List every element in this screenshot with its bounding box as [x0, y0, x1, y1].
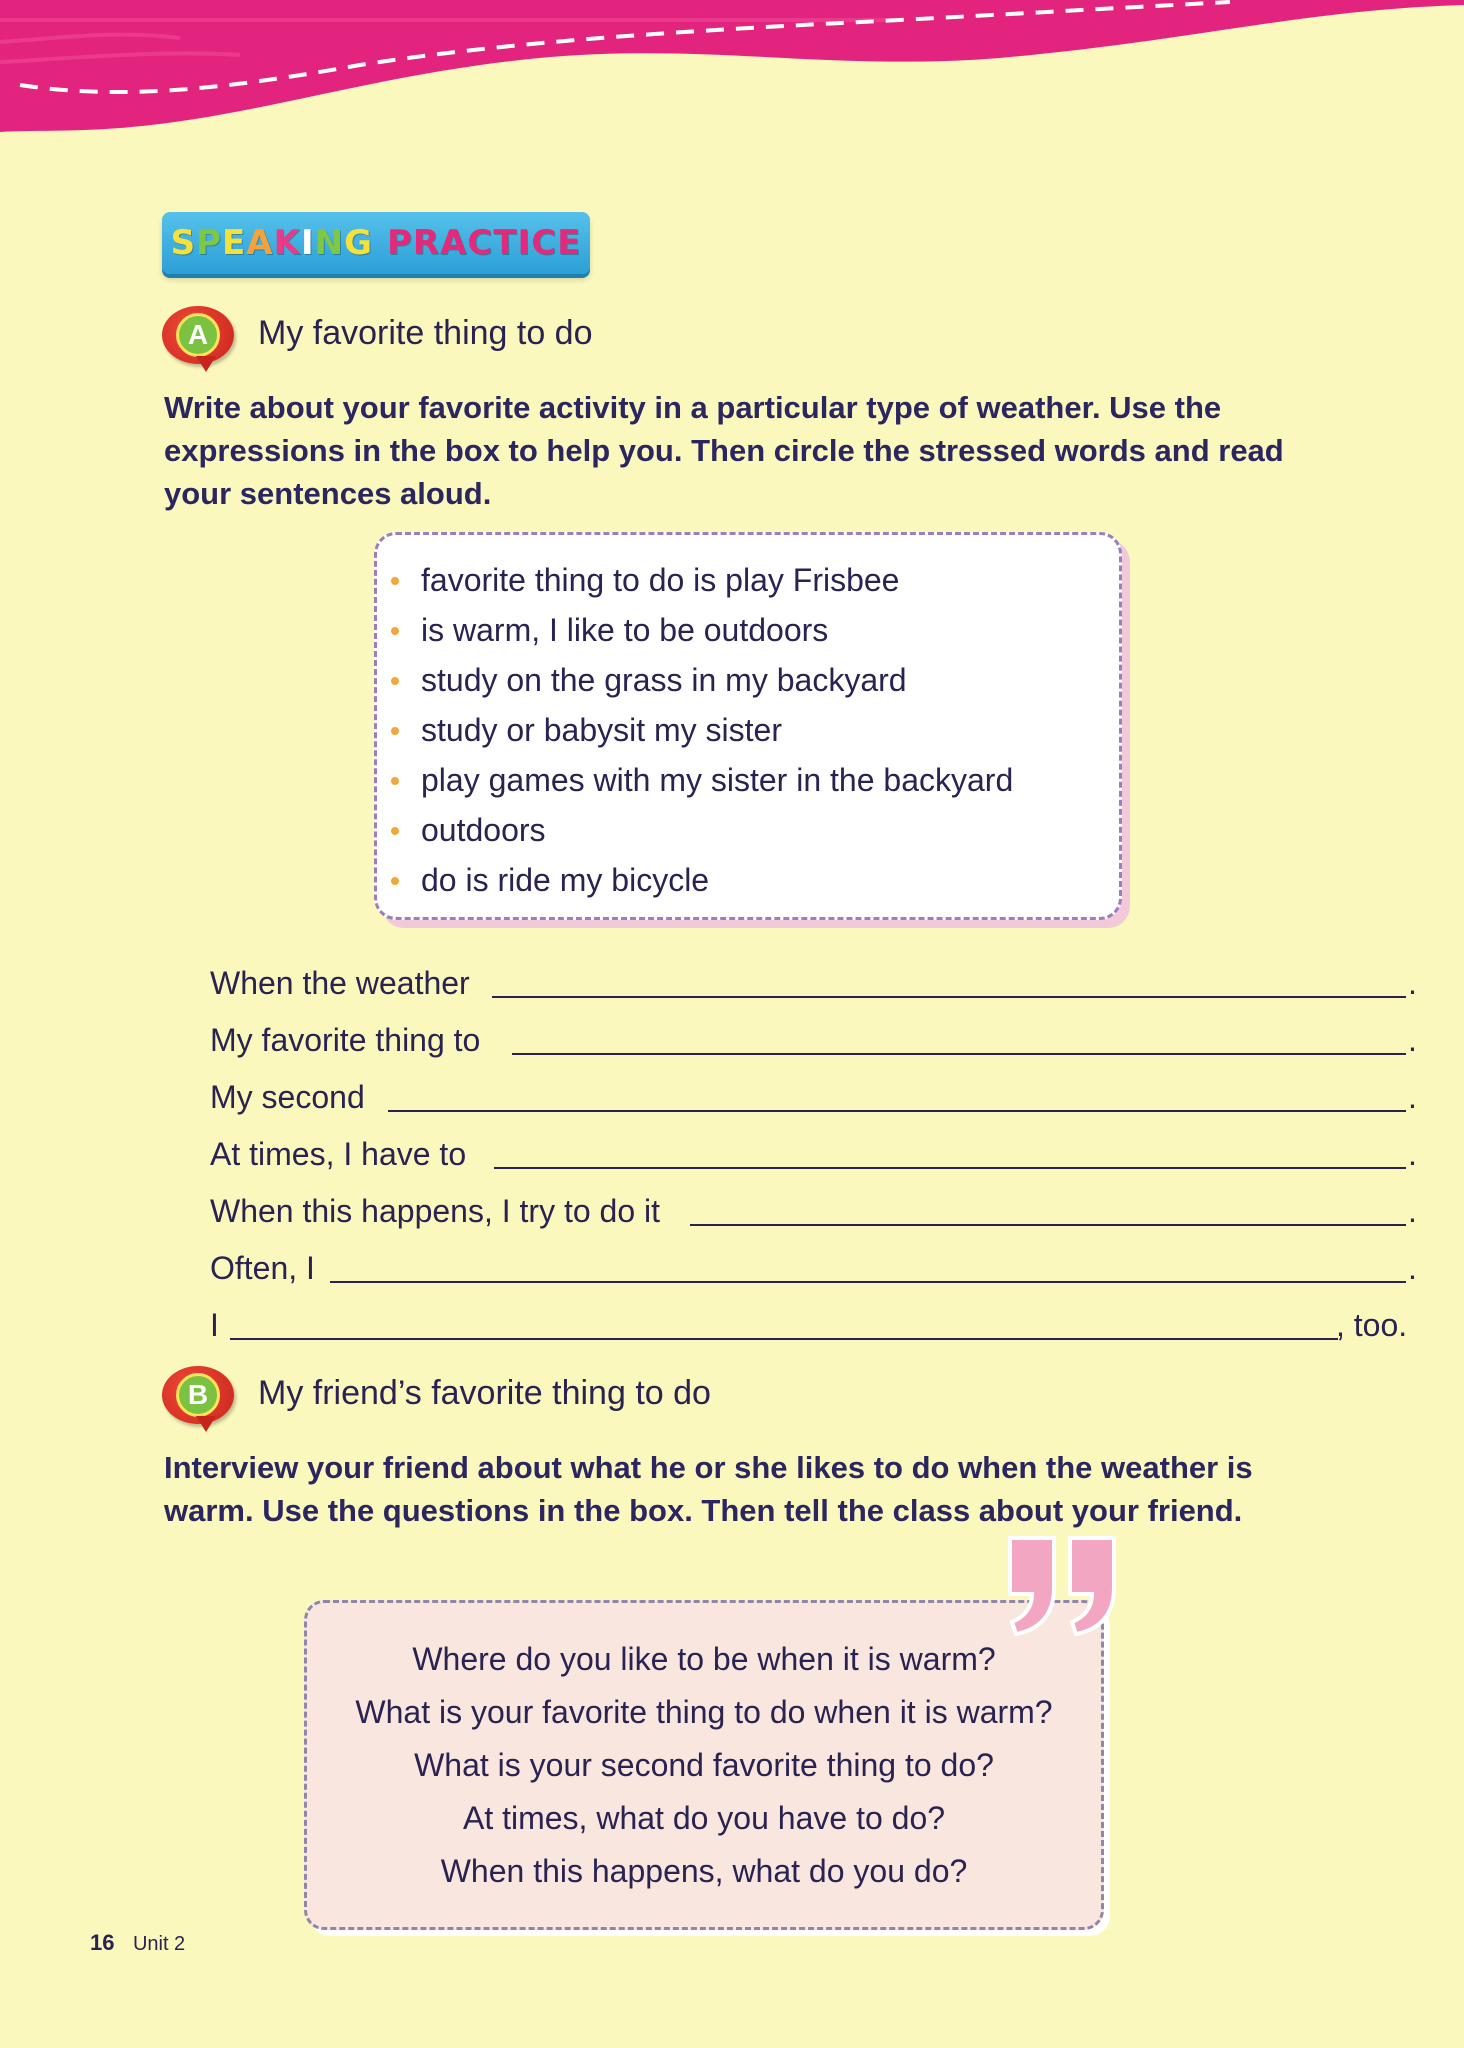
- header-letter: K: [273, 223, 301, 263]
- fill-line-label: I: [210, 1307, 219, 1343]
- quote-mark-icon: [1002, 1530, 1126, 1640]
- fill-line-end: , too.: [1336, 1307, 1408, 1343]
- speaking-practice-header: [162, 212, 590, 274]
- questions-box: [304, 1600, 1104, 1930]
- instruction-line: Interview your friend about what he or she likes to do when the weather is: [164, 1450, 1253, 1485]
- fill-line-1[interactable]: [210, 958, 1417, 1006]
- fill-line-end: .: [1408, 965, 1417, 1001]
- expression-item: study or babysit my sister: [421, 705, 1119, 755]
- answer-line[interactable]: [494, 1167, 1406, 1169]
- section-a-letter: A: [176, 313, 220, 357]
- unit-label: Unit 2: [132, 1933, 186, 1955]
- answer-line[interactable]: [388, 1110, 1406, 1112]
- page-number: 16: [90, 1930, 115, 1955]
- fill-line-3[interactable]: [210, 1072, 1417, 1120]
- header-letter: N: [314, 223, 345, 263]
- instruction-line: your sentences aloud.: [164, 476, 492, 511]
- answer-line[interactable]: [512, 1053, 1406, 1055]
- fill-line-end: .: [1408, 1136, 1417, 1172]
- fill-line-end: .: [1408, 1193, 1417, 1229]
- header-letter: P: [196, 223, 223, 263]
- page-footer: [90, 1930, 185, 1956]
- section-a-badge: [162, 306, 234, 364]
- fill-line-label: When the weather: [210, 965, 470, 1001]
- fill-line-label: Often, I: [210, 1250, 315, 1286]
- answer-line[interactable]: [230, 1338, 1338, 1340]
- fill-line-end: .: [1408, 1250, 1417, 1286]
- header-word-speaking: [171, 223, 373, 263]
- fill-line-4[interactable]: [210, 1129, 1417, 1177]
- expression-item: outdoors: [421, 805, 1119, 855]
- answer-line[interactable]: [690, 1224, 1406, 1226]
- expression-item: play games with my sister in the backyard: [421, 755, 1119, 805]
- instruction-line: expressions in the box to help you. Then circle the stressed words and read: [164, 433, 1284, 468]
- expression-item: do is ride my bicycle: [421, 855, 1119, 905]
- header-letter: A: [246, 223, 274, 263]
- section-b-title: My friend’s favorite thing to do: [258, 1374, 711, 1412]
- question-item: Where do you like to be when it is warm?: [412, 1641, 996, 1677]
- fill-line-label: At times, I have to: [210, 1136, 467, 1172]
- question-item: At times, what do you have to do?: [462, 1800, 946, 1836]
- question-item: What is your favorite thing to do when it is warm?: [355, 1694, 1053, 1730]
- answer-line[interactable]: [492, 996, 1406, 998]
- fill-line-label: When this happens, I try to do it: [210, 1193, 661, 1229]
- answer-line[interactable]: [330, 1281, 1406, 1283]
- header-word-practice: PRACTICE: [387, 223, 582, 263]
- fill-line-label: My second: [210, 1079, 365, 1115]
- expression-item: is warm, I like to be outdoors: [421, 605, 1119, 655]
- expressions-box: [374, 532, 1122, 920]
- expression-item: study on the grass in my backyard: [421, 655, 1119, 705]
- fill-line-end: .: [1408, 1022, 1417, 1058]
- fill-line-end: .: [1408, 1079, 1417, 1115]
- header-letter: I: [300, 223, 315, 263]
- fill-line-2[interactable]: [210, 1015, 1417, 1063]
- section-b-instructions: [164, 1446, 1384, 1532]
- section-a-title: My favorite thing to do: [258, 314, 593, 352]
- decorative-top-band: [0, 0, 1464, 150]
- section-b-letter: B: [176, 1373, 220, 1417]
- section-a-instructions: [164, 386, 1384, 515]
- fill-line-6[interactable]: [210, 1243, 1417, 1291]
- instruction-line: Write about your favorite activity in a particular type of weather. Use the: [164, 390, 1222, 425]
- expression-item: favorite thing to do is play Frisbee: [421, 555, 1119, 605]
- header-letter: S: [170, 223, 197, 263]
- question-item: When this happens, what do you do?: [440, 1853, 968, 1889]
- fill-line-label: My favorite thing to: [210, 1022, 481, 1058]
- section-b-badge: [162, 1366, 234, 1424]
- fill-line-5[interactable]: [210, 1186, 1417, 1234]
- instruction-line: warm. Use the questions in the box. Then tell the class about your friend.: [164, 1493, 1243, 1528]
- fill-line-7[interactable]: [210, 1300, 1408, 1348]
- header-letter: G: [344, 223, 373, 263]
- header-letter: E: [222, 223, 247, 263]
- question-item: What is your second favorite thing to do?: [414, 1747, 994, 1783]
